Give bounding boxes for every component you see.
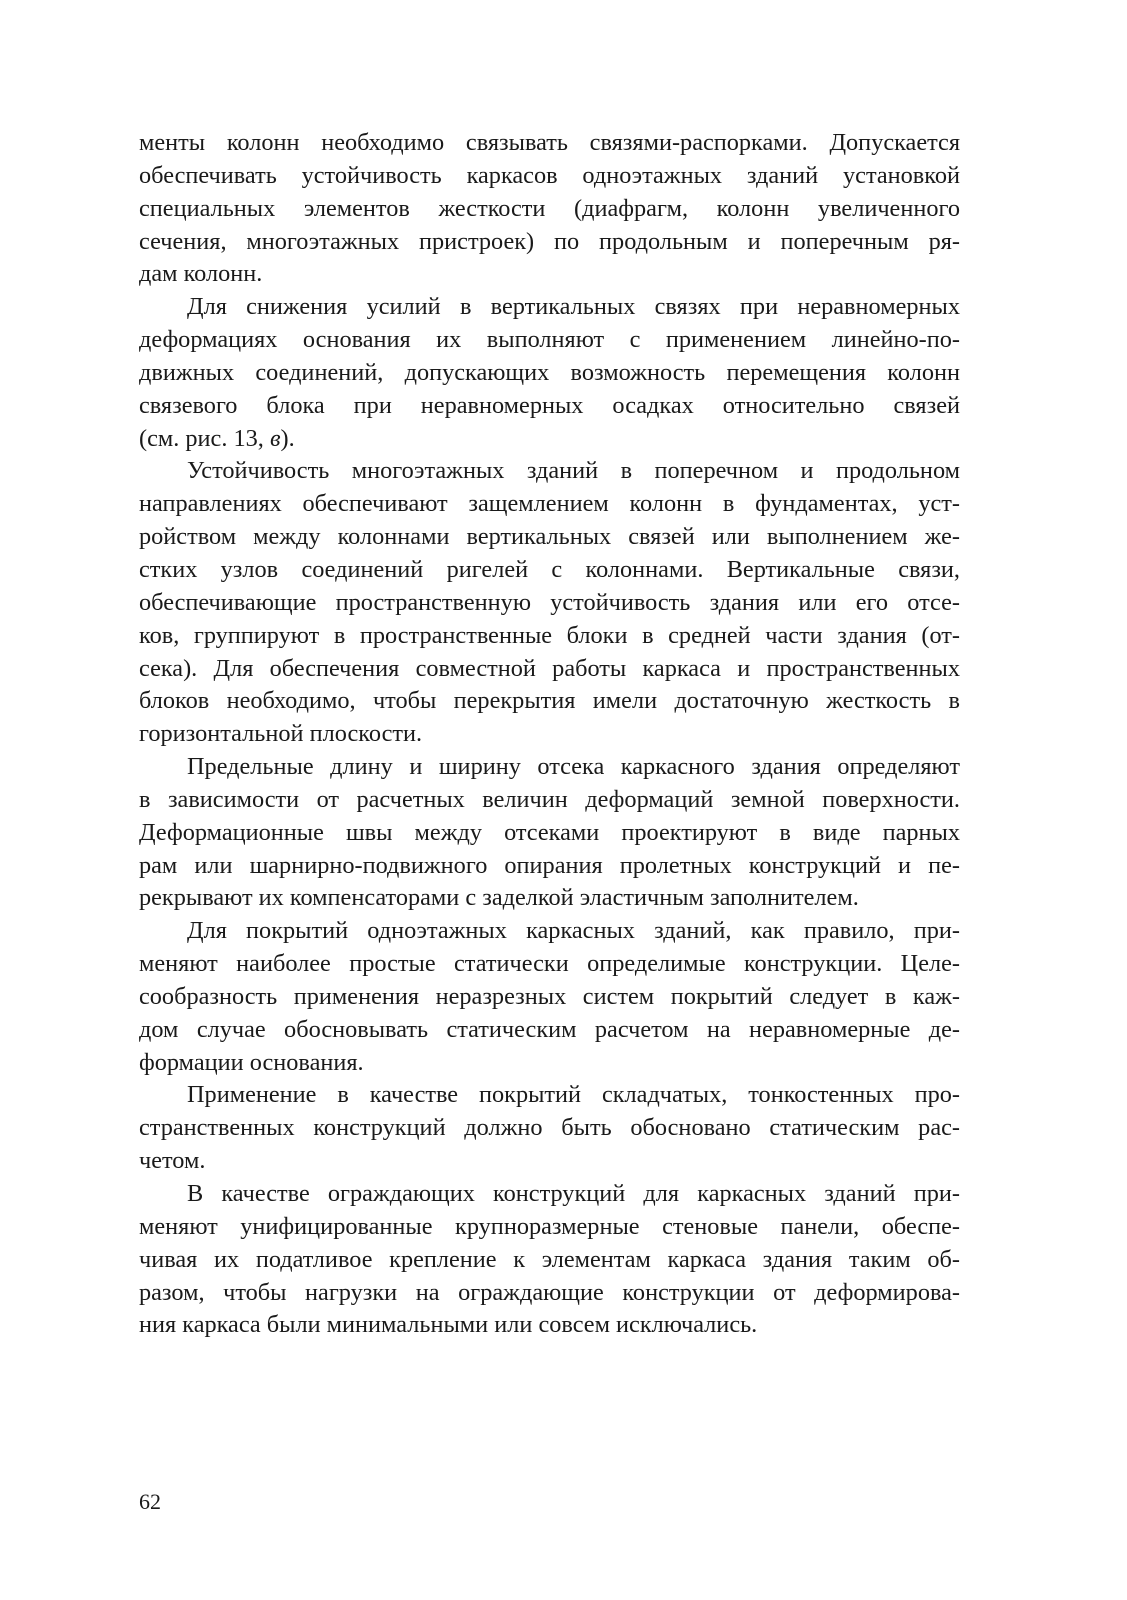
text-line: В качестве ограждающих конструкций для каркасных зданий при- bbox=[187, 1180, 960, 1207]
paragraph bbox=[139, 1178, 960, 1342]
text-line: дам колонн. bbox=[139, 260, 263, 288]
paragraph bbox=[139, 455, 960, 751]
paragraph bbox=[139, 1079, 960, 1178]
text-line: связевого блока при неравномерных осадках относительно связей bbox=[139, 391, 960, 419]
paragraph bbox=[139, 915, 960, 1079]
text-line: стких узлов соединений ригелей с колоннами. Вертикальные связи, bbox=[139, 555, 960, 583]
text-line: Применение в качестве покрытий складчатых, тонкостенных про- bbox=[187, 1081, 960, 1109]
page-number: 62 bbox=[139, 1489, 161, 1514]
text-line: обеспечивающие пространственную устойчивость здания или его отсе- bbox=[139, 588, 960, 616]
text-line: специальных элементов жесткости (диафрагм, колонн увеличенного bbox=[139, 194, 960, 222]
text-line: разом, чтобы нагрузки на ограждающие конструкции от деформирова- bbox=[139, 1278, 960, 1306]
text-line: Деформационные швы между отсеками проектируют в виде парных bbox=[139, 818, 960, 846]
text-line: ков, группируют в пространственные блоки в средней части здания (от- bbox=[139, 621, 960, 649]
text-line: сека). Для обеспечения совместной работы каркаса и пространственных bbox=[139, 654, 960, 682]
text-line: Устойчивость многоэтажных зданий в поперечном и продольном bbox=[187, 457, 960, 485]
text-line: сообразность применения неразрезных систем покрытий следует в каж- bbox=[139, 982, 960, 1010]
text-line: сечения, многоэтажных пристроек) по продольным и поперечным ря- bbox=[139, 227, 960, 255]
text-line: Предельные длину и ширину отсека каркасного здания определяют bbox=[187, 753, 960, 781]
text-line: ния каркаса были минимальными или совсем исключались. bbox=[139, 1311, 758, 1339]
text-line: движных соединений, допускающих возможность перемещения колонн bbox=[139, 358, 960, 386]
text-line: деформациях основания их выполняют с применением линейно-по- bbox=[139, 326, 960, 354]
text-line: четом. bbox=[139, 1147, 206, 1175]
text-line: Для снижения усилий в вертикальных связях при неравномерных bbox=[187, 293, 960, 321]
paragraph bbox=[139, 291, 960, 455]
text-line: меняют наиболее простые статически определимые конструкции. Целе- bbox=[139, 950, 960, 978]
text-line: блоков необходимо, чтобы перекрытия имели достаточную жесткость в bbox=[139, 687, 960, 715]
text-line: обеспечивать устойчивость каркасов одноэтажных зданий установкой bbox=[139, 161, 960, 189]
body-text bbox=[139, 127, 960, 1342]
text-line: горизонтальной плоскости. bbox=[139, 720, 423, 748]
text-line: рекрывают их компенсаторами с заделкой эластичным заполнителем. bbox=[139, 884, 859, 912]
text-line: Для покрытий одноэтажных каркасных зданий, как правило, при- bbox=[187, 917, 960, 945]
text-line: чивая их податливое крепление к элементам каркаса здания таким об- bbox=[139, 1245, 960, 1273]
text-line: (см. рис. 13, в). bbox=[139, 424, 295, 452]
text-line: формации основания. bbox=[139, 1048, 364, 1076]
text-line: ройством между колоннами вертикальных связей или выполнением же- bbox=[139, 523, 960, 551]
text-line: странственных конструкций должно быть обосновано статическим рас- bbox=[139, 1114, 960, 1142]
paragraph bbox=[139, 127, 960, 291]
text-line: в зависимости от расчетных величин деформаций земной поверхности. bbox=[139, 785, 960, 813]
text-line: дом случае обосновывать статическим расчетом на неравномерные де- bbox=[139, 1015, 960, 1043]
text-line: менты колонн необходимо связывать связями-распорками. Допускается bbox=[139, 129, 960, 156]
text-line: направлениях обеспечивают защемлением колонн в фундаментах, уст- bbox=[139, 490, 960, 518]
paragraph bbox=[139, 751, 960, 915]
text-line: меняют унифицированные крупноразмерные стеновые панели, обеспе- bbox=[139, 1212, 960, 1240]
text-line: рам или шарнирно-подвижного опирания пролетных конструкций и пе- bbox=[139, 851, 960, 879]
